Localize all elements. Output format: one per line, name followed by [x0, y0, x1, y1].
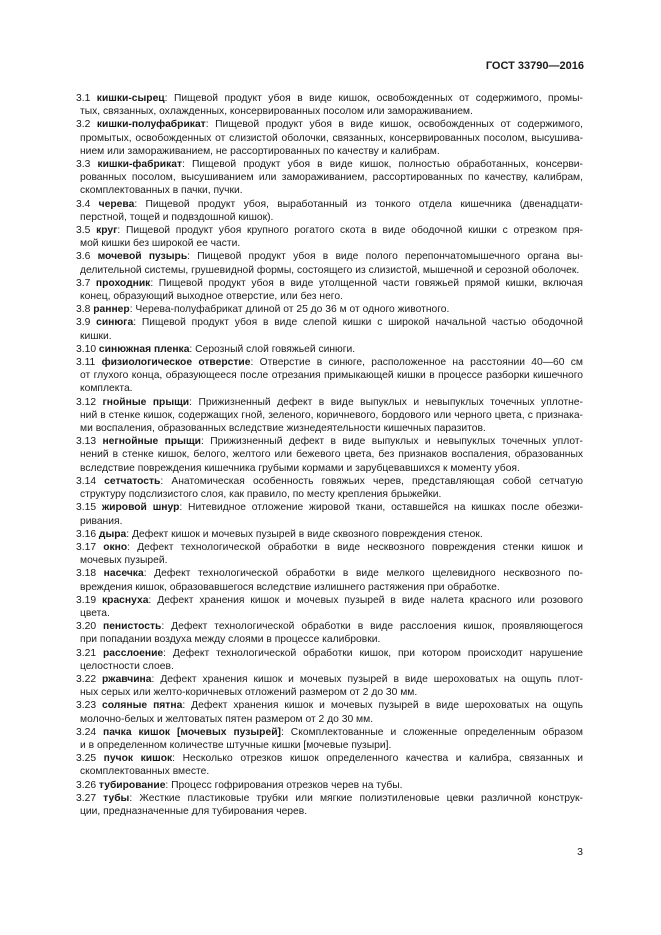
- definition-line: [80, 422, 583, 435]
- definition-line: [80, 145, 583, 158]
- definition-text: Пищевой продукт убоя в виде полого перепончатомышечного органа вы-: [197, 251, 583, 263]
- definition-item: [76, 303, 583, 316]
- definition-line: [80, 184, 583, 197]
- definition-term: кишки-сырец: [96, 93, 165, 104]
- definition-number: 3.10: [76, 343, 97, 355]
- definition-item: [76, 779, 583, 792]
- definition-number: 3.8: [76, 304, 91, 316]
- definition-item: [76, 118, 583, 158]
- definition-line: [80, 132, 583, 145]
- definition-number: 3.27: [76, 792, 97, 804]
- definition-line: 3.22 ржавчина: Дефект хранения кишок и мочевых пузырей в виде шероховатых на ощупь плот-: [76, 673, 583, 685]
- definition-item: [76, 396, 583, 436]
- definition-text: Пищевой продукт убоя, выработанный из тонкого отдела кишечника (двенадцати-: [145, 198, 583, 210]
- definition-term: негнойные прыщи: [102, 436, 201, 448]
- definition-term: соляные пятна: [102, 700, 183, 712]
- definition-text: Пищевой продукт убоя крупного рогатого скота в виде ободочной кишки с отрезком пря-: [125, 225, 583, 237]
- definition-term: черева: [98, 198, 135, 210]
- definition-line: 3.23 соляные пятна: Дефект хранения кишок и мочевых пузырей в виде шероховатых на ощупь: [76, 700, 583, 712]
- definition-line: 3.14 сетчатость: Анатомическая особенность говяжьих черев, представляющая собой сетчатую: [76, 475, 583, 487]
- definition-term: расслоение: [102, 647, 164, 659]
- definition-text: ний в стенке кишок, содержащих гной, зеленого, коричневого, бордового или черного цвета, с признака-: [80, 409, 583, 421]
- definition-line: 3.16 дыра: Дефект кишок и мочевых пузырей в виде сквозного повреждения стенок.: [76, 528, 483, 540]
- definition-text: ных серых или желто-коричневых отложений размером от 2 до 30 мм.: [80, 687, 418, 699]
- definition-text: вреждения кишок, образовавшегося вследствие излишнего растяжения при обработке.: [80, 581, 500, 593]
- definition-line: 3.5 круг: Пищевой продукт убоя крупного рогатого скота в виде ободочной кишки с отрезком пря-: [76, 225, 583, 237]
- definition-item: [76, 92, 583, 118]
- definition-line: [80, 330, 583, 343]
- definition-term: насечка: [103, 568, 144, 580]
- definition-text: структуру подслизистого слоя, как правило, по месту крепления брыжейки.: [80, 489, 442, 501]
- definition-text: ривания.: [80, 515, 123, 527]
- definition-line: 3.10 синюжная пленка: Серозный слой говяжьей синюги.: [76, 343, 356, 355]
- definition-number: 3.21: [76, 647, 97, 659]
- definition-line: [80, 633, 583, 646]
- definition-term: пучок кишок: [103, 753, 173, 765]
- definition-number: 3.14: [76, 475, 97, 487]
- definition-item: [76, 501, 583, 527]
- definition-line: [80, 739, 583, 752]
- definition-text: Скомплектованные и сложенные определенным образом: [290, 726, 583, 738]
- definition-text: нений в стенке кишок, белого, желтого или бежевого цвета, без признаков воспаления, образованных: [80, 449, 583, 461]
- definition-text: Пищевой продукт убоя в виде слепой кишки с широкой начальной частью ободочной: [141, 317, 583, 329]
- definition-line: 3.21 расслоение: Дефект технологической обработки кишок, при котором происходит нарушение: [76, 647, 583, 659]
- definition-number: 3.17: [76, 541, 97, 553]
- definition-number: 3.15: [76, 502, 97, 514]
- definition-line: [80, 171, 583, 184]
- definition-term: кишки-полуфабрикат: [96, 119, 206, 131]
- definition-item: [76, 435, 583, 475]
- definition-term: тубирование: [98, 779, 166, 791]
- definition-item: [76, 316, 583, 342]
- definition-item: [76, 541, 583, 567]
- definition-line: [80, 382, 583, 395]
- definition-text: Нитевидное отложение жировой ткани, оставшейся на кишках после обезжи-: [188, 502, 583, 514]
- definition-number: 3.18: [76, 568, 97, 580]
- definition-line: 3.3 кишки-фабрикат: Пищевой продукт убоя в виде кишок, полностью обработанных, консерви-: [76, 159, 583, 171]
- definition-text: от глухого конца, образующееся после отрезания примыкающей кишки в процессе разборки кишечного: [80, 370, 583, 382]
- definition-text: Анатомическая особенность говяжьих черев, представляющая собой сетчатую: [171, 475, 583, 487]
- definition-line: 3.15 жировой шнур: Нитевидное отложение жировой ткани, оставшейся на кишках после обезжи-: [76, 502, 583, 514]
- definition-line: [80, 686, 583, 699]
- definition-term: гнойные прыщи: [102, 396, 190, 408]
- definition-item: [76, 277, 583, 303]
- definition-number: 3.16: [76, 528, 97, 540]
- definition-text: Серозный слой говяжьей синюги.: [195, 343, 356, 355]
- definition-item: [76, 647, 583, 673]
- definition-line: 3.9 синюга: Пищевой продукт убоя в виде слепой кишки с широкой начальной частью ободочной: [76, 317, 583, 329]
- definition-text: при попадании воздуха между слоями в процессе калибровки.: [80, 634, 381, 646]
- definition-term: дыра: [98, 528, 127, 540]
- definition-item: [76, 475, 583, 501]
- definition-term: жировой шнур: [101, 502, 180, 514]
- definition-term: окно: [103, 541, 128, 553]
- definition-text: мочевых пузырей.: [80, 555, 168, 567]
- definition-item: [76, 158, 583, 198]
- definition-line: [80, 515, 583, 528]
- definition-text: цвета.: [80, 607, 110, 619]
- definition-line: [80, 237, 583, 250]
- definition-term: пенистость: [102, 621, 162, 633]
- definition-line: [80, 660, 583, 673]
- definition-number: 3.1: [76, 93, 91, 104]
- definition-number: 3.22: [76, 673, 97, 685]
- definition-term: краснуха: [102, 594, 149, 606]
- definition-number: 3.24: [76, 726, 97, 738]
- definition-item: [76, 620, 583, 646]
- definition-line: [80, 448, 583, 461]
- definition-number: 3.19: [76, 594, 97, 606]
- definition-line: [80, 369, 583, 382]
- definition-line: 3.26 тубирование: Процесс гофрирования отрезков черев на тубы.: [76, 779, 403, 791]
- definition-line: 3.12 гнойные прыщи: Прижизненный дефект в виде выпуклых и невыпуклых точечных уплотне-: [76, 396, 583, 408]
- definition-text: Дефект хранения кишок и мочевых пузырей в виде налета красного или розового: [157, 594, 583, 606]
- definition-number: 3.7: [76, 277, 91, 289]
- definition-number: 3.23: [76, 700, 97, 712]
- definition-text: делительной системы, грушевидной формы, состоящего из слизистой, мышечной и серозной оболочек.: [80, 264, 580, 276]
- definition-item: [76, 726, 583, 752]
- definition-number: 3.25: [76, 753, 97, 765]
- definition-line: [80, 805, 583, 818]
- definition-item: [76, 198, 583, 224]
- definition-line: [80, 581, 583, 594]
- definition-line: [80, 554, 583, 567]
- definition-text: Пищевой продукт убоя в виде утолщенной части говяжьей прямой кишки, включая: [158, 277, 583, 289]
- definition-line: [80, 488, 583, 501]
- definition-text: Пищевой продукт убоя в виде кишок, полностью обработанных, консерви-: [192, 159, 583, 171]
- definition-term: проходник: [95, 277, 151, 289]
- definition-line: 3.27 тубы: Жесткие пластиковые трубки или мягкие полиэтиленовые цевки различной конструк-: [76, 792, 583, 804]
- definition-text: целостности слоев.: [80, 660, 174, 672]
- definition-item: [76, 343, 583, 356]
- definition-text: Дефект кишок и мочевых пузырей в виде сквозного повреждения стенок.: [132, 528, 483, 540]
- definition-term: синюжная пленка: [98, 343, 190, 355]
- definition-line: 3.6 мочевой пузырь: Пищевой продукт убоя в виде полого перепончатомышечного органа вы-: [76, 251, 583, 263]
- definition-term: синюга: [96, 317, 134, 329]
- definition-line: 3.25 пучок кишок: Несколько отрезков кишок определенного качества и калибра, связанных и: [76, 753, 583, 765]
- definition-text: Дефект технологической обработки в виде расслоения кишок, проявляющегося: [171, 621, 583, 633]
- definition-text: нием или замораживанием, не рассортированных по качеству и калибрам.: [80, 145, 440, 157]
- definition-number: 3.9: [76, 317, 91, 329]
- definition-line: [80, 713, 583, 726]
- definition-text: вследствие повреждения кишечника грубыми кормами и зарубцевавшихся к моменту убоя.: [80, 462, 520, 474]
- definition-text: Процесс гофрирования отрезков черев на тубы.: [171, 779, 403, 791]
- definition-text: мой кишки без широкой ее части.: [80, 238, 241, 250]
- definition-text: Несколько отрезков кишок определенного качества и калибра, связанных и: [182, 753, 583, 765]
- definition-term: ржавчина: [102, 673, 152, 685]
- definition-number: 3.6: [76, 251, 91, 263]
- definition-text: Отверстие в синюге, расположенное на расстоянии 40—60 см: [259, 357, 583, 369]
- document-header: ГОСТ 33790—2016: [485, 60, 584, 72]
- definition-line: [80, 409, 583, 422]
- definition-number: 3.20: [76, 621, 97, 633]
- definition-text: ми воспаления, образованных вследствие жизнедеятельности кишечных паразитов.: [80, 423, 486, 435]
- definition-text: Дефект хранения кишок и мочевых пузырей в виде шероховатых на ощупь плот-: [160, 673, 583, 685]
- definition-item: [76, 224, 583, 250]
- definition-number: 3.3: [76, 159, 91, 171]
- definition-line: 3.20 пенистость: Дефект технологической обработки в виде расслоения кишок, проявляющегося: [76, 621, 583, 633]
- definition-line: 3.18 насечка: Дефект технологической обработки в виде мелкого щелевидного несквозного по-: [76, 568, 583, 580]
- definition-text: скомплектованных в пачки, пучки.: [80, 185, 243, 197]
- definition-text: рованных посолом, высушиванием или замораживанием, рассортированных по качеству, калибрам,: [80, 172, 583, 184]
- definition-line: [80, 290, 583, 303]
- definition-text: Дефект технологической обработки кишок, при котором происходит нарушение: [172, 647, 583, 659]
- definition-text: молочно-белых и желтоватых пятен размером от 2 до 30 мм.: [80, 713, 374, 725]
- definition-text: Черева-полуфабрикат длиной от 25 до 36 м от одного животного.: [135, 304, 450, 316]
- definition-item: [76, 594, 583, 620]
- definition-text: Дефект технологической обработки в виде мелкого щелевидного несквозного по-: [154, 568, 583, 580]
- definition-item: [76, 673, 583, 699]
- definition-line: 3.13 негнойные прыщи: Прижизненный дефект в виде выпуклых и невыпуклых точечных уплот-: [76, 436, 583, 448]
- definition-text: Дефект технологической обработки в виде несквозного повреждения стенки кишок и: [137, 541, 583, 553]
- definition-text: Прижизненный дефект в виде выпуклых и невыпуклых точечных уплотне-: [198, 396, 583, 408]
- definition-number: 3.12: [76, 396, 97, 408]
- definition-line: [80, 105, 583, 118]
- definition-line: [80, 765, 583, 778]
- definition-item: [76, 567, 583, 593]
- definition-text: Дефект хранения кишок и мочевых пузырей в виде шероховатых на ощупь: [191, 700, 583, 712]
- definition-term: пачка кишок [мочевых пузырей]: [103, 726, 281, 738]
- definition-line: 3.8 раннер: Черева-полуфабрикат длиной от 25 до 36 м от одного животного.: [76, 304, 450, 316]
- definition-item: [76, 792, 583, 818]
- definition-text: ции, предназначенные для тубирования черев.: [80, 805, 308, 817]
- definition-text: Пищевой продукт убоя в виде кишок, освобожденных от содержимого, промы-: [173, 93, 583, 104]
- definition-text: комплекта.: [80, 383, 133, 395]
- definition-text: Пищевой продукт убоя в виде кишок, освобожденных от содержимого,: [215, 119, 583, 131]
- definition-line: [80, 211, 583, 224]
- definition-item: [76, 250, 583, 276]
- definition-term: тубы: [103, 792, 130, 804]
- definition-line: 3.17 окно: Дефект технологической обработки в виде несквозного повреждения стенки кишок и: [76, 541, 583, 553]
- page-number: 3: [577, 846, 583, 858]
- definition-text: и в определенном количестве штучные кишки [мочевые пузыри].: [80, 739, 392, 751]
- definition-line: 3.11 физиологическое отверстие: Отверстие в синюге, расположенное на расстоянии 40—60 см: [76, 357, 583, 369]
- definition-number: 3.4: [76, 198, 91, 210]
- definition-term: кишки-фабрикат: [97, 159, 183, 171]
- definition-line: [80, 607, 583, 620]
- definition-number: 3.11: [76, 357, 96, 369]
- definition-number: 3.2: [76, 119, 91, 131]
- definition-item: [76, 356, 583, 396]
- definition-item: [76, 528, 583, 541]
- definition-number: 3.5: [76, 225, 91, 237]
- definition-number: 3.13: [76, 436, 97, 448]
- definition-text: промытых, освобожденных от слизистой оболочки, связанных, консервированных посолом, высушива-: [80, 132, 583, 144]
- definition-line: 3.4 черева: Пищевой продукт убоя, выработанный из тонкого отдела кишечника (двенадцати-: [76, 198, 583, 210]
- definition-item: [76, 699, 583, 725]
- definition-line: 3.19 краснуха: Дефект хранения кишок и мочевых пузырей в виде налета красного или розового: [76, 594, 583, 606]
- definition-term: физиологическое отверстие: [101, 357, 251, 369]
- definition-text: Жесткие пластиковые трубки или мягкие полиэтиленовые цевки различной конструк-: [139, 792, 583, 804]
- definition-number: 3.26: [76, 779, 97, 791]
- definition-term: сетчатость: [104, 475, 161, 487]
- definition-term: раннер: [93, 304, 130, 316]
- definition-line: 3.1 кишки-сырец: Пищевой продукт убоя в виде кишок, освобожденных от содержимого, промы-: [76, 93, 583, 104]
- definition-item: [76, 752, 583, 778]
- definition-term: мочевой пузырь: [97, 251, 188, 263]
- definition-line: [80, 462, 583, 475]
- definition-term: круг: [96, 225, 118, 237]
- definition-line: 3.7 проходник: Пищевой продукт убоя в виде утолщенной части говяжьей прямой кишки, включая: [76, 277, 583, 289]
- definition-line: 3.24 пачка кишок [мочевых пузырей]: Скомплектованные и сложенные определенным образом: [76, 726, 583, 738]
- definition-text: Прижизненный дефект в виде выпуклых и невыпуклых точечных уплот-: [210, 436, 583, 448]
- definition-text: кишки.: [80, 330, 112, 342]
- definition-text: скомплектованных вместе.: [80, 766, 210, 778]
- definition-text: конец, образующий выходное отверстие, или без него.: [80, 291, 343, 303]
- definition-line: [80, 264, 583, 277]
- definition-line: 3.2 кишки-полуфабрикат: Пищевой продукт убоя в виде кишок, освобожденных от содержимого,: [76, 119, 583, 131]
- definition-text: перстной, тощей и подвздошной кишок).: [80, 211, 274, 223]
- definitions-list: [76, 92, 583, 818]
- definition-text: тых, связанных, охлажденных, консервированных посолом или замораживанием.: [80, 106, 473, 118]
